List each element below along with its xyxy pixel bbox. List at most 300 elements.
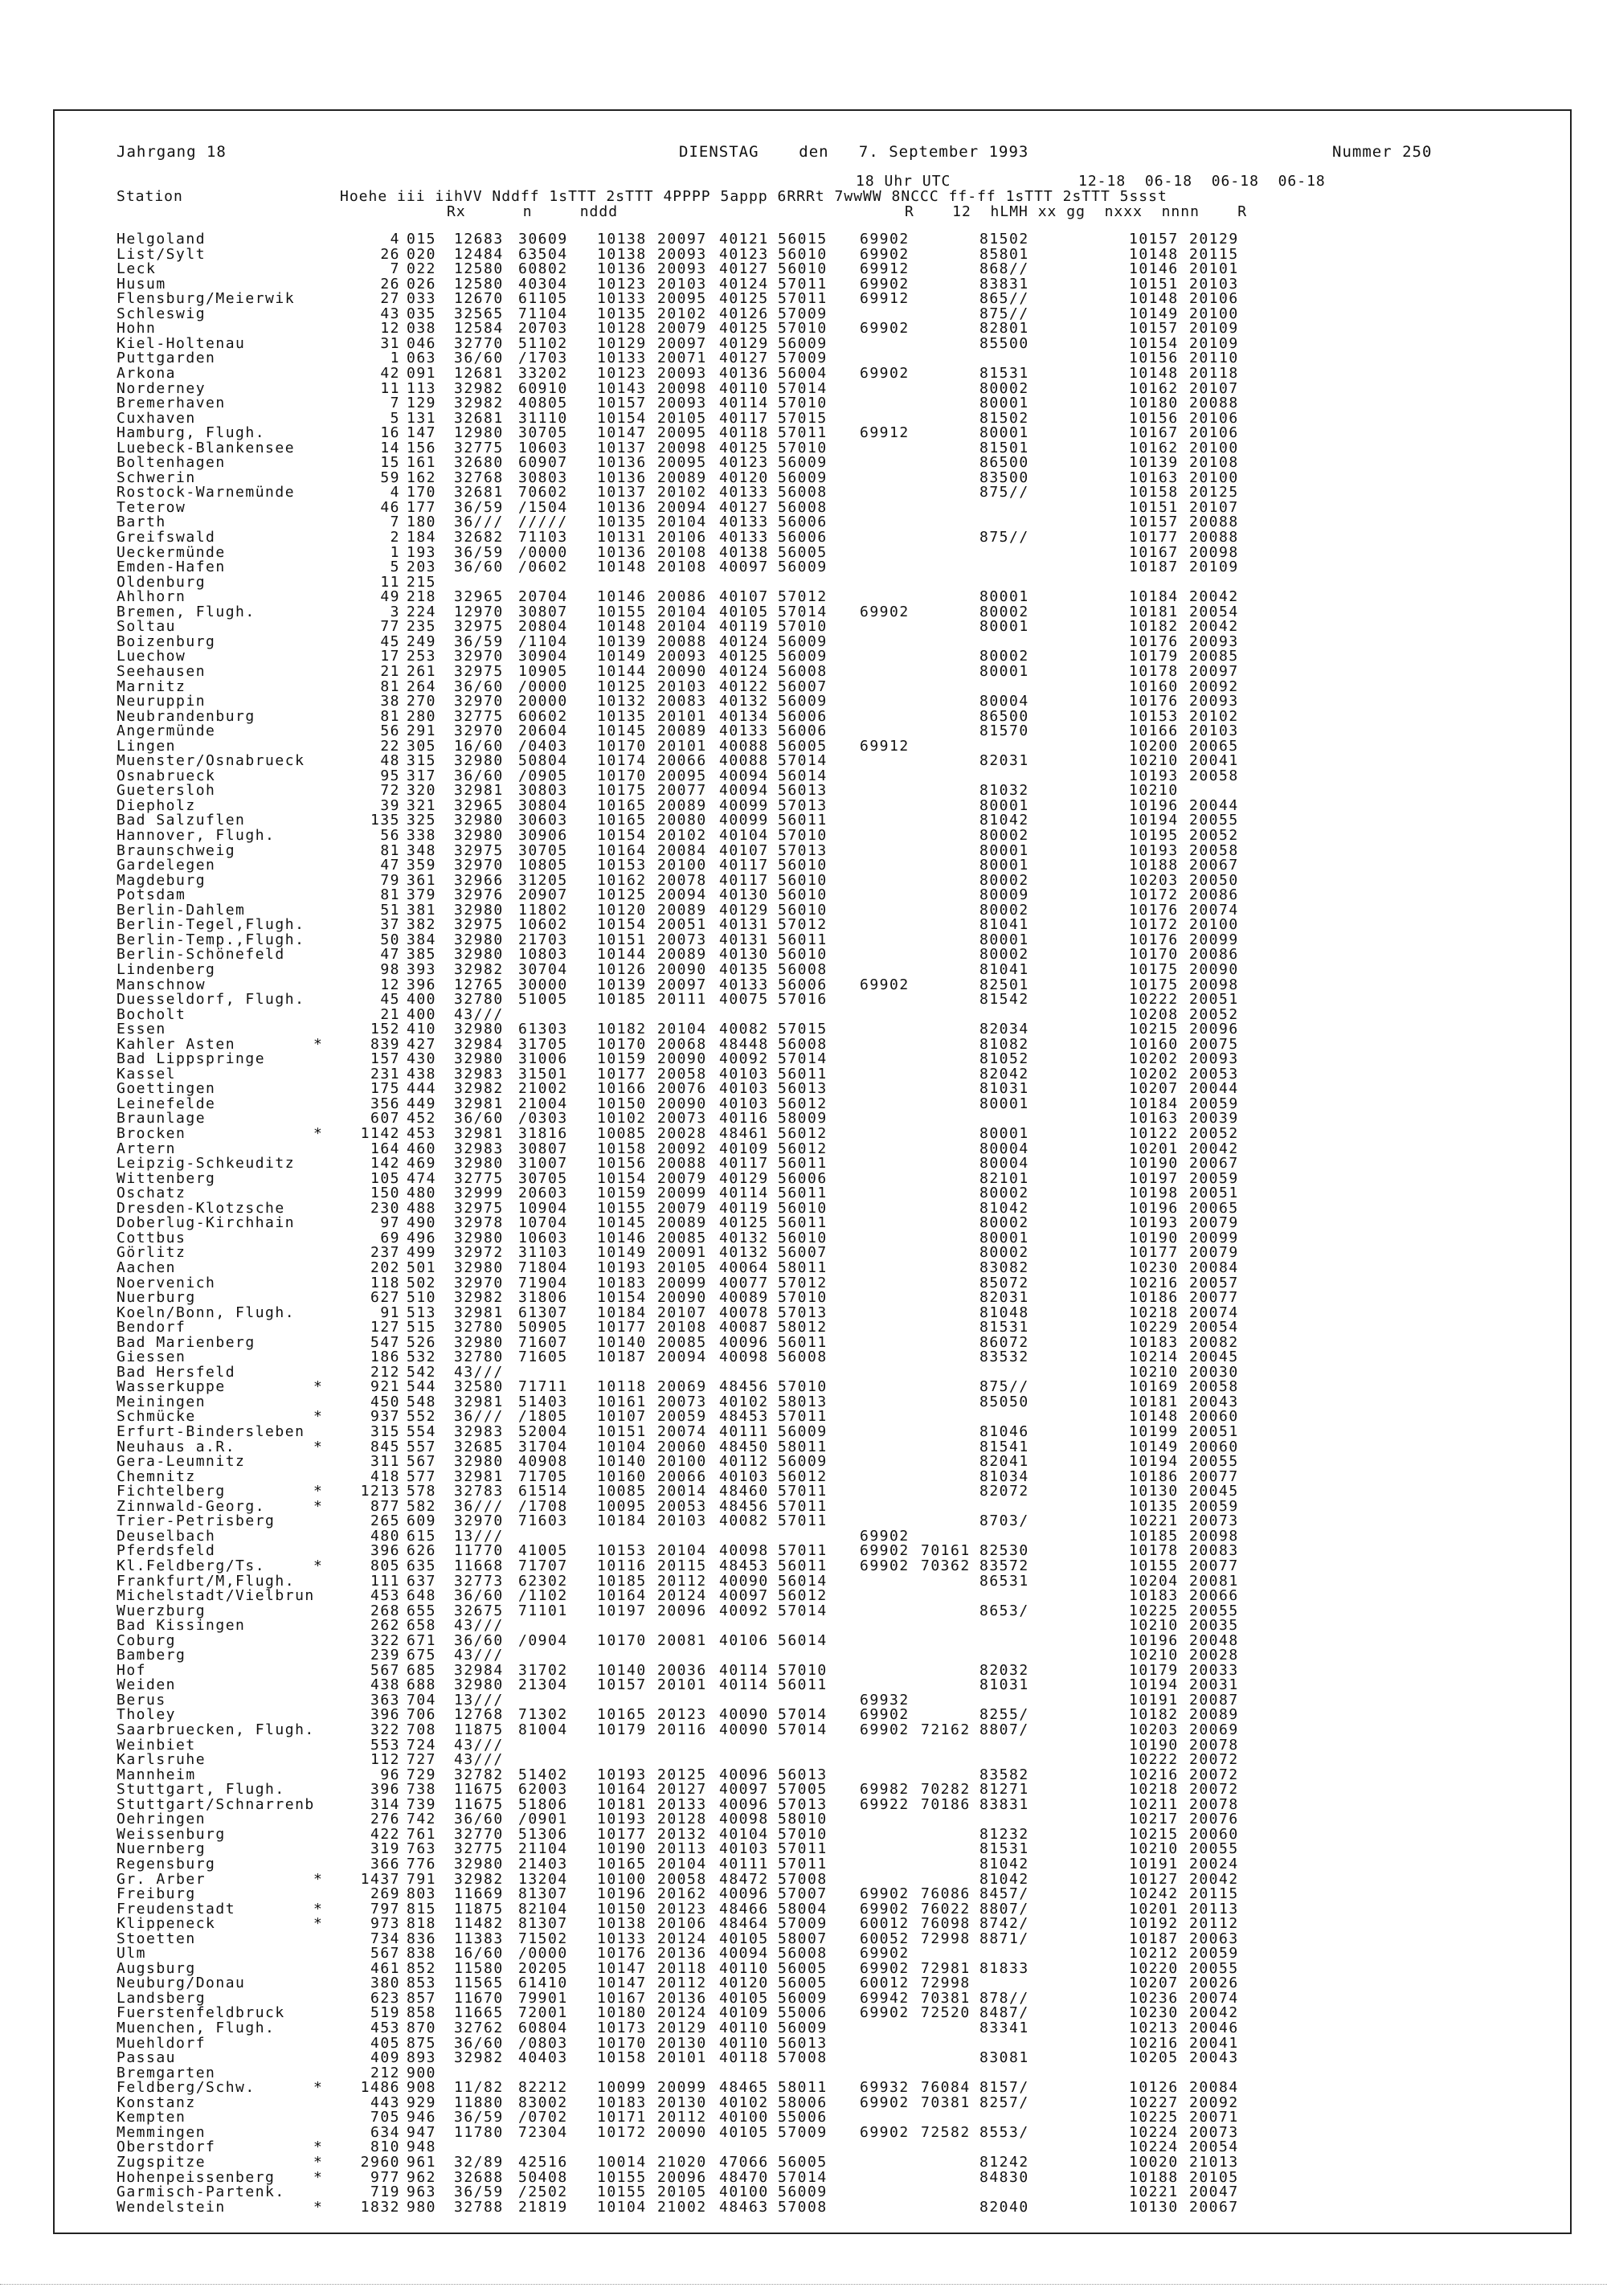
cell-2sTTT: 20107 — [657, 1304, 707, 1321]
cell-1sTTT-06-18: 10167 — [1129, 424, 1179, 442]
table-row — [0, 1812, 1607, 1827]
cell-8NCCC: 82040 — [979, 2198, 1029, 2216]
cell-hoehe: 21 — [380, 662, 400, 680]
cell-2sTTT: 20060 — [657, 1438, 707, 1455]
cell-station-name: Muehldorf — [117, 2034, 206, 2052]
cell-iii: 542 — [407, 1363, 437, 1381]
cell-1sTTT: 10116 — [597, 1557, 647, 1574]
cell-1sTTT-06-18: 10184 — [1129, 588, 1179, 606]
cell-4PPPP: 40117 — [719, 871, 769, 889]
period-header: 12-18 06-18 06-18 06-18 — [1078, 173, 1326, 190]
cell-4PPPP: 40132 — [719, 1244, 769, 1262]
cell-6RRRt: 69902 — [860, 603, 910, 620]
cell-iihVV: 32982 — [454, 2049, 504, 2067]
cell-Nddff: 40908 — [518, 1453, 568, 1471]
cell-Nddff: 21304 — [518, 1676, 568, 1694]
cell-Nddff: 30704 — [518, 960, 568, 978]
cell-iii: 474 — [407, 1169, 437, 1187]
cell-iii: 280 — [407, 707, 437, 725]
cell-iihVV: 32983 — [454, 1423, 504, 1440]
cell-Nddff: 71711 — [518, 1378, 568, 1396]
cell-1sTTT: 10139 — [597, 976, 647, 993]
table-row — [0, 2081, 1607, 2095]
table-row — [0, 1067, 1607, 1082]
cell-2sTTT: 20108 — [657, 543, 707, 561]
cell-iii: 305 — [407, 737, 437, 755]
table-row — [0, 1693, 1607, 1708]
cell-Nddff: 81004 — [518, 1721, 568, 1738]
cell-station-name: Dresden-Klotzsche — [117, 1199, 285, 1217]
cell-5appp: 56008 — [778, 484, 828, 501]
cell-4PPPP: 40100 — [719, 2109, 769, 2126]
cell-2sTTT-06-18: 20099 — [1189, 931, 1239, 948]
cell-hoehe: 937 — [370, 1408, 400, 1426]
table-row — [0, 1544, 1607, 1558]
table-row — [0, 1932, 1607, 1946]
cell-4PPPP: 40110 — [719, 1959, 769, 1977]
cell-1sTTT: 10155 — [597, 1199, 647, 1217]
cell-5appp: 57014 — [778, 1721, 828, 1738]
cell-iii: 430 — [407, 1050, 437, 1068]
cell-8NCCC: 81232 — [979, 1825, 1029, 1843]
cell-4PPPP: 40090 — [719, 1721, 769, 1738]
cell-5appp: 56010 — [778, 871, 828, 889]
cell-1sTTT: 10185 — [597, 1572, 647, 1590]
cell-2sTTT-06-18: 20067 — [1189, 1155, 1239, 1173]
cell-iii: 469 — [407, 1155, 437, 1173]
cell-2sTTT-06-18: 20051 — [1189, 991, 1239, 1009]
cell-hoehe: 127 — [370, 1319, 400, 1336]
cell-1sTTT-06-18: 10224 — [1129, 2123, 1179, 2141]
cell-hoehe: 15 — [380, 454, 400, 472]
cell-5appp: 56009 — [778, 334, 828, 352]
cell-hoehe: 845 — [370, 1438, 400, 1455]
cell-iii: 338 — [407, 827, 437, 844]
cell-8NCCC: 8457/ — [979, 1885, 1029, 1903]
cell-4PPPP: 40117 — [719, 409, 769, 427]
cell-2sTTT-06-18: 20044 — [1189, 1080, 1239, 1098]
table-row — [0, 2110, 1607, 2125]
cell-iii: 763 — [407, 1840, 437, 1858]
cell-hoehe: 56 — [380, 827, 400, 844]
cell-8NCCC: 868// — [979, 260, 1029, 278]
cell-station-name: Passau — [117, 2049, 177, 2067]
cell-4PPPP: 40124 — [719, 632, 769, 650]
cell-station-name: Luechow — [117, 648, 186, 665]
cell-hoehe: 1 — [390, 350, 400, 367]
cell-station-name: Bad Lippspringe — [117, 1050, 266, 1068]
cell-hoehe: 1832 — [360, 2198, 400, 2216]
cell-5appp: 56012 — [778, 1125, 828, 1142]
cell-2sTTT-06-18: 20069 — [1189, 1721, 1239, 1738]
utc-header: 18 Uhr UTC — [856, 173, 951, 190]
cell-1sTTT: 10133 — [597, 1930, 647, 1947]
cell-2sTTT-06-18: 20077 — [1189, 1467, 1239, 1485]
cell-5appp: 57011 — [778, 1497, 828, 1515]
cell-hoehe: 1437 — [360, 1870, 400, 1888]
cell-station-name: Berlin-Tegel,Flugh. — [117, 916, 305, 934]
cell-1sTTT: 10165 — [597, 1855, 647, 1872]
table-row — [0, 1111, 1607, 1126]
cell-Nddff: /0000 — [518, 1945, 568, 1962]
cell-4PPPP: 40138 — [719, 543, 769, 561]
cell-iihVV: 36/// — [454, 1408, 504, 1426]
cell-1sTTT: 10155 — [597, 2183, 647, 2201]
cell-1sTTT-06-18: 10155 — [1129, 1557, 1179, 1574]
table-row — [0, 366, 1607, 381]
cell-1sTTT-06-18: 10156 — [1129, 409, 1179, 427]
cell-iii: 156 — [407, 439, 437, 456]
cell-5appp: 56013 — [778, 782, 828, 800]
cell-Nddff: ///// — [518, 514, 568, 531]
cell-5appp: 57010 — [778, 1378, 828, 1396]
cell-2sTTT-06-18: 20051 — [1189, 1423, 1239, 1440]
cell-2sTTT: 20059 — [657, 1408, 707, 1426]
table-row — [0, 960, 1607, 978]
cell-Nddff: 71302 — [518, 1706, 568, 1724]
cell-hoehe: 5 — [390, 559, 400, 576]
cell-7wwWW: 72998 — [921, 1930, 971, 1947]
table-row — [0, 769, 1607, 784]
cell-iii: 020 — [407, 245, 437, 263]
cell-5appp: 56007 — [778, 677, 828, 695]
cell-iii: 908 — [407, 2079, 437, 2097]
cell-hoehe: 81 — [380, 841, 400, 859]
cell-station-name: Doberlug-Kirchhain — [117, 1214, 296, 1232]
cell-2sTTT: 20108 — [657, 559, 707, 576]
cell-1sTTT: 10167 — [597, 1989, 647, 2007]
table-row — [0, 1395, 1607, 1410]
cell-iii: 393 — [407, 960, 437, 978]
cell-1sTTT-06-18: 10162 — [1129, 379, 1179, 397]
cell-8NCCC: 80001 — [979, 857, 1029, 874]
cell-1sTTT: 10140 — [597, 1333, 647, 1351]
cell-2sTTT: 20112 — [657, 1975, 707, 1992]
cell-1sTTT-06-18: 10130 — [1129, 2198, 1179, 2216]
cell-iihVV: 32788 — [454, 2198, 504, 2216]
cell-station-name: Kl.Feldberg/Ts. — [117, 1557, 266, 1574]
cell-iii: 038 — [407, 320, 437, 338]
cell-8NCCC: 82042 — [979, 1065, 1029, 1083]
cell-8NCCC: 80002 — [979, 379, 1029, 397]
cell-station-name: Rostock-Warnemünde — [117, 484, 296, 501]
cell-hoehe: 719 — [370, 2183, 400, 2201]
cell-station-name: Braunschweig — [117, 841, 236, 859]
cell-2sTTT-06-18: 20046 — [1189, 2020, 1239, 2036]
cell-iihVV: 32999 — [454, 1185, 504, 1202]
cell-Nddff: 20704 — [518, 588, 568, 606]
cell-Nddff: 11802 — [518, 901, 568, 919]
cell-5appp: 57011 — [778, 1483, 828, 1500]
cell-8NCCC: 81031 — [979, 1080, 1029, 1098]
cell-iihVV: 32/89 — [454, 2153, 504, 2171]
cell-4PPPP: 40120 — [719, 469, 769, 486]
table-row — [0, 1648, 1607, 1663]
table-row — [0, 1723, 1607, 1737]
cell-iihVV: 32981 — [454, 1304, 504, 1321]
cell-iii: 900 — [407, 2064, 437, 2081]
cell-iii: 022 — [407, 260, 437, 278]
table-row — [0, 351, 1607, 366]
cell-1sTTT: 10150 — [597, 1900, 647, 1917]
cell-2sTTT: 20085 — [657, 1229, 707, 1246]
cell-iihVV: 32984 — [454, 1035, 504, 1053]
cell-4PPPP: 40127 — [719, 260, 769, 278]
cell-hoehe: 405 — [370, 2034, 400, 2052]
cell-1sTTT: 10133 — [597, 290, 647, 308]
cell-mountain-marker: * — [313, 2153, 324, 2171]
cell-8NCCC: 83341 — [979, 2020, 1029, 2036]
cell-1sTTT-06-18: 10230 — [1129, 2004, 1179, 2022]
cell-4PPPP: 40114 — [719, 1661, 769, 1679]
cell-2sTTT-06-18: 20084 — [1189, 1259, 1239, 1276]
cell-iihVV: 32983 — [454, 1065, 504, 1083]
cell-8NCCC: 80002 — [979, 648, 1029, 665]
cell-8NCCC: 82031 — [979, 1289, 1029, 1307]
cell-iihVV: 32980 — [454, 1676, 504, 1694]
cell-8NCCC: 878// — [979, 1989, 1029, 2007]
cell-iihVV: 12683 — [454, 231, 504, 248]
cell-Nddff: 20604 — [518, 722, 568, 740]
cell-Nddff: 71705 — [518, 1467, 568, 1485]
cell-1sTTT: 10104 — [597, 2198, 647, 2216]
cell-8NCCC: 80004 — [979, 1155, 1029, 1173]
cell-2sTTT-06-18: 20088 — [1189, 395, 1239, 412]
cell-iihVV: 32980 — [454, 1155, 504, 1173]
table-row — [0, 947, 1607, 962]
cell-iihVV: 32970 — [454, 857, 504, 874]
cell-iihVV: 43/// — [454, 1751, 504, 1769]
cell-hoehe: 797 — [370, 1900, 400, 1917]
cell-iii: 384 — [407, 931, 437, 948]
cell-iii: 609 — [407, 1512, 437, 1530]
cell-4PPPP: 40106 — [719, 1631, 769, 1649]
cell-hoehe: 322 — [370, 1631, 400, 1649]
table-row — [0, 1768, 1607, 1782]
cell-iii: 791 — [407, 1870, 437, 1888]
cell-4PPPP: 40133 — [719, 484, 769, 501]
cell-iihVV: 32966 — [454, 871, 504, 889]
cell-2sTTT: 20113 — [657, 1840, 707, 1858]
cell-1sTTT-06-18: 10195 — [1129, 827, 1179, 844]
cell-4PPPP: 40119 — [719, 1199, 769, 1217]
cell-1sTTT-06-18: 10210 — [1129, 1617, 1179, 1635]
cell-iii: 270 — [407, 693, 437, 710]
cell-hoehe: 438 — [370, 1676, 400, 1694]
table-row — [0, 813, 1607, 828]
cell-Nddff: 42516 — [518, 2153, 568, 2171]
cell-hoehe: 921 — [370, 1378, 400, 1396]
table-row — [0, 1827, 1607, 1842]
cell-1sTTT-06-18: 10184 — [1129, 1095, 1179, 1112]
cell-1sTTT: 10138 — [597, 231, 647, 248]
cell-2sTTT-06-18: 20106 — [1189, 409, 1239, 427]
cell-2sTTT: 20129 — [657, 2020, 707, 2036]
cell-2sTTT-06-18: 20052 — [1189, 827, 1239, 844]
cell-Nddff: 30904 — [518, 648, 568, 665]
cell-6RRRt: 69902 — [860, 1900, 910, 1917]
cell-5appp: 57010 — [778, 827, 828, 844]
cell-Nddff: 50804 — [518, 752, 568, 770]
cell-iii: 452 — [407, 1110, 437, 1128]
cell-6RRRt: 60052 — [860, 1930, 910, 1947]
cell-1sTTT: 10136 — [597, 469, 647, 486]
cell-hoehe: 12 — [380, 976, 400, 993]
cell-2sTTT-06-18: 20093 — [1189, 693, 1239, 710]
cell-1sTTT: 10170 — [597, 2034, 647, 2052]
cell-6RRRt: 69902 — [860, 976, 910, 993]
table-row — [0, 1529, 1607, 1544]
cell-1sTTT: 10165 — [597, 796, 647, 814]
cell-4PPPP: 40094 — [719, 1945, 769, 1962]
cell-2sTTT: 20162 — [657, 1885, 707, 1903]
cell-2sTTT-06-18: 20031 — [1189, 1676, 1239, 1694]
cell-2sTTT-06-18: 20081 — [1189, 1572, 1239, 1590]
table-row — [0, 662, 1607, 680]
cell-Nddff: 50905 — [518, 1319, 568, 1336]
cell-4PPPP: 40107 — [719, 841, 769, 859]
cell-iii: 249 — [407, 632, 437, 650]
cell-6RRRt: 69902 — [860, 245, 910, 263]
cell-Nddff: 40403 — [518, 2049, 568, 2067]
cell-6RRRt: 69912 — [860, 290, 910, 308]
cell-4PPPP: 40125 — [719, 1214, 769, 1232]
cell-5appp: 56008 — [778, 1945, 828, 1962]
table-row — [0, 2093, 1607, 2111]
cell-station-name: Flensburg/Meierwik — [117, 290, 296, 308]
cell-1sTTT: 10133 — [597, 350, 647, 367]
cell-iihVV: 32685 — [454, 1438, 504, 1455]
cell-station-name: Bad Marienberg — [117, 1333, 256, 1351]
cell-2sTTT-06-18: 20045 — [1189, 1349, 1239, 1366]
table-row — [0, 1201, 1607, 1216]
cell-Nddff: 31501 — [518, 1065, 568, 1083]
cell-iihVV: 13/// — [454, 1527, 504, 1545]
cell-2sTTT-06-18: 20098 — [1189, 976, 1239, 993]
cell-2sTTT: 21002 — [657, 2198, 707, 2216]
cell-iihVV: 32975 — [454, 841, 504, 859]
cell-2sTTT-06-18: 20085 — [1189, 648, 1239, 665]
cell-8NCCC: 86531 — [979, 1572, 1029, 1590]
cell-iihVV: 11875 — [454, 1721, 504, 1738]
cell-station-name: Aachen — [117, 1259, 177, 1276]
cell-5appp: 56004 — [778, 364, 828, 382]
cell-station-name: Klippeneck — [117, 1915, 216, 1933]
cell-2sTTT-06-18: 20076 — [1189, 1811, 1239, 1828]
cell-4PPPP: 40087 — [719, 1319, 769, 1336]
cell-hoehe: 96 — [380, 1766, 400, 1783]
cell-8NCCC: 80001 — [979, 796, 1029, 814]
cell-2sTTT: 20085 — [657, 1333, 707, 1351]
cell-iihVV: 12584 — [454, 320, 504, 338]
cell-station-name: Weinbiet — [117, 1736, 196, 1754]
cell-iii: 515 — [407, 1319, 437, 1336]
cell-2sTTT-06-18: 20047 — [1189, 2183, 1239, 2201]
cell-2sTTT-06-18: 20055 — [1189, 1453, 1239, 1471]
cell-iii: 215 — [407, 573, 437, 591]
cell-2sTTT: 20071 — [657, 350, 707, 367]
cell-8NCCC: 81541 — [979, 1438, 1029, 1455]
cell-station-name: Neuruppin — [117, 693, 206, 710]
cell-iihVV: 36/59 — [454, 2183, 504, 2201]
cell-2sTTT-06-18: 20125 — [1189, 484, 1239, 501]
cell-1sTTT-06-18: 10216 — [1129, 1274, 1179, 1291]
cell-hoehe: 314 — [370, 1795, 400, 1813]
cell-4PPPP: 40124 — [719, 275, 769, 293]
cell-iihVV: 32980 — [454, 1855, 504, 1872]
cell-2sTTT-06-18: 20074 — [1189, 1304, 1239, 1321]
cell-2sTTT-06-18: 20072 — [1189, 1751, 1239, 1769]
cell-iihVV: 32970 — [454, 1512, 504, 1530]
cell-station-name: Tholey — [117, 1706, 177, 1724]
cell-station-name: Barth — [117, 514, 166, 531]
cell-2sTTT-06-18: 20057 — [1189, 1274, 1239, 1291]
cell-5appp: 56014 — [778, 1631, 828, 1649]
cell-iihVV: 32981 — [454, 1095, 504, 1112]
cell-station-name: Trier-Petrisberg — [117, 1512, 276, 1530]
cell-iii: 761 — [407, 1825, 437, 1843]
cell-2sTTT: 20086 — [657, 588, 707, 606]
cell-1sTTT: 10143 — [597, 379, 647, 397]
cell-2sTTT: 20090 — [657, 960, 707, 978]
cell-iihVV: 32681 — [454, 484, 504, 501]
cell-5appp: 56005 — [778, 2153, 828, 2171]
cell-5appp: 57011 — [778, 424, 828, 442]
cell-1sTTT: 10100 — [597, 1870, 647, 1888]
cell-iii: 724 — [407, 1736, 437, 1754]
cell-iii: 857 — [407, 1989, 437, 2007]
cell-8NCCC: 81570 — [979, 722, 1029, 740]
cell-1sTTT: 10177 — [597, 1065, 647, 1083]
cell-1sTTT: 10182 — [597, 1021, 647, 1038]
cell-8NCCC: 80001 — [979, 395, 1029, 412]
cell-5appp: 57010 — [778, 320, 828, 338]
cell-4PPPP: 40118 — [719, 2049, 769, 2067]
cell-8NCCC: 81042 — [979, 812, 1029, 829]
cell-iii: 648 — [407, 1587, 437, 1605]
cell-4PPPP: 40064 — [719, 1259, 769, 1276]
cell-4PPPP: 40090 — [719, 1572, 769, 1590]
cell-1sTTT: 10137 — [597, 439, 647, 456]
cell-Nddff: /1703 — [518, 350, 568, 367]
cell-mountain-marker: * — [313, 1557, 324, 1574]
cell-hoehe: 705 — [370, 2109, 400, 2126]
cell-6RRRt: 69902 — [860, 231, 910, 248]
cell-iii: 400 — [407, 1005, 437, 1023]
cell-hoehe: 50 — [380, 931, 400, 948]
cell-7wwWW: 70161 — [921, 1542, 971, 1560]
cell-mountain-marker: * — [313, 2168, 324, 2186]
cell-1sTTT-06-18: 10172 — [1129, 886, 1179, 904]
cell-1sTTT: 10140 — [597, 1453, 647, 1471]
cell-hoehe: 26 — [380, 245, 400, 263]
cell-iihVV: 36/60 — [454, 2034, 504, 2052]
cell-station-name: Coburg — [117, 1631, 177, 1649]
cell-5appp: 57013 — [778, 796, 828, 814]
table-row — [0, 2006, 1607, 2020]
cell-hoehe: 276 — [370, 1811, 400, 1828]
cell-Nddff: 21104 — [518, 1840, 568, 1858]
cell-2sTTT-06-18: 20024 — [1189, 1855, 1239, 1872]
cell-1sTTT-06-18: 10225 — [1129, 1602, 1179, 1619]
cell-5appp: 57013 — [778, 1304, 828, 1321]
table-row — [0, 1231, 1607, 1246]
cell-iii: 129 — [407, 395, 437, 412]
cell-iihVV: 32981 — [454, 1393, 504, 1410]
cell-Nddff: 30807 — [518, 603, 568, 620]
table-row — [0, 1872, 1607, 1887]
cell-iihVV: 43/// — [454, 1005, 504, 1023]
